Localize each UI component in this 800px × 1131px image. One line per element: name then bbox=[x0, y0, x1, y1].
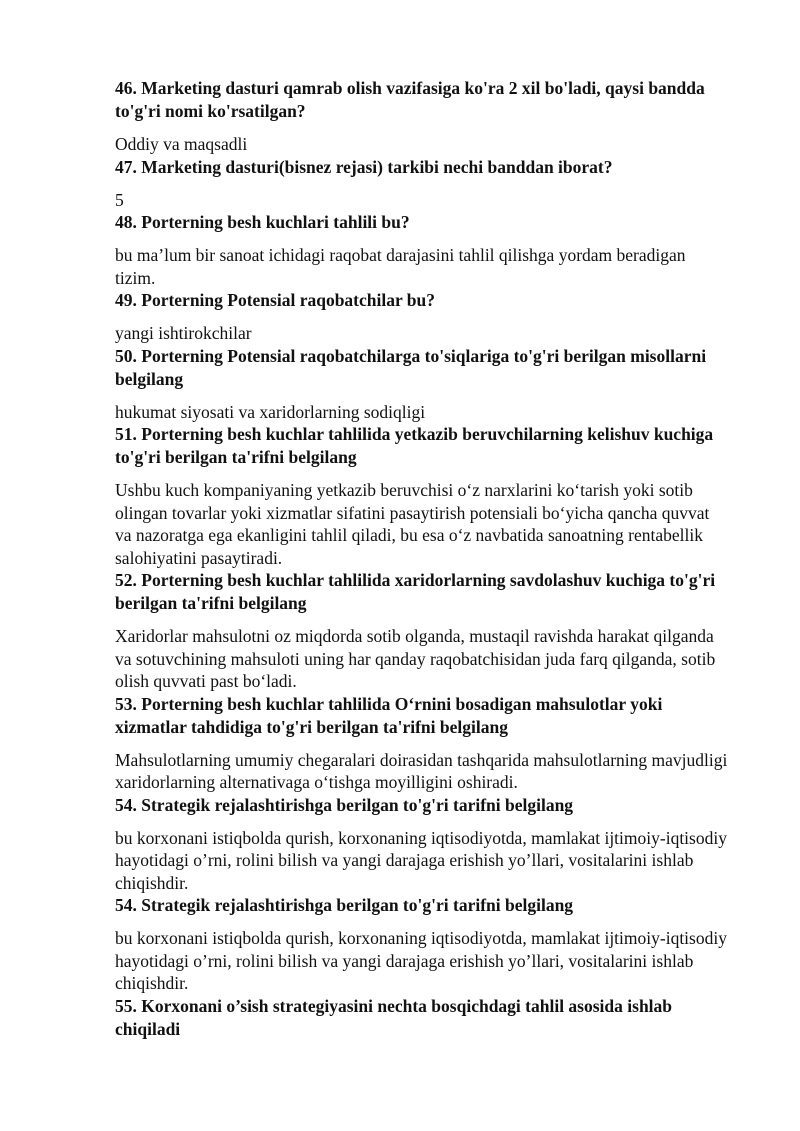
qa-item-49 bbox=[115, 289, 730, 345]
question-48: 48. Porterning besh kuchlari tahlili bu? bbox=[115, 212, 410, 232]
question-47: 47. Marketing dasturi(bisnez rejasi) tarkibi nechi banddan iborat? bbox=[115, 156, 613, 177]
qa-item-52 bbox=[115, 569, 730, 693]
qa-item-51 bbox=[115, 423, 730, 569]
answer-52: Xaridorlar mahsulotni oz miqdorda sotib olganda, mustaqil ravishda harakat qilganda va sotuvchining mahsuloti uning har qanday raqobatchisidan juda farq qilganda, sotib olish quvvati past bo‘ladi. bbox=[115, 626, 716, 691]
answer-47: 5 bbox=[115, 189, 124, 210]
question-50: 50. Porterning Potensial raqobatchilarga to'siqlariga to'g'ri berilgan misollarni belgilang bbox=[115, 345, 707, 389]
qa-item-48 bbox=[115, 211, 730, 289]
answer-46: Oddiy va maqsadli bbox=[115, 134, 248, 154]
answer-53: Mahsulotlarning umumiy chegaralari doirasidan tashqarida mahsulotlarning mavjudligi xaridorlarning alternativaga o‘tishga moyilligini oshiradi. bbox=[115, 749, 728, 792]
answer-54a: bu korxonani istiqbolda qurish, korxonaning iqtisodiyotda, mamlakat ijtimoiy-iqtisodiy hayotidagi o’rni, rolini bilish va yangi darajaga erishish yo’llari, vositalarini ishlab chiqishdir. bbox=[115, 827, 727, 893]
answer-50: hukumat siyosati va xaridorlarning sodiqligi bbox=[115, 401, 426, 422]
question-49: 49. Porterning Potensial raqobatchilar bu? bbox=[115, 290, 436, 310]
qa-item-47 bbox=[115, 156, 730, 212]
question-54a: 54. Strategik rejalashtirishga berilgan to'g'ri tarifni belgilang bbox=[115, 794, 574, 815]
question-55: 55. Korxonani o’sish strategiyasini nechta bosqichdagi tahlil asosida ishlab chiqiladi bbox=[115, 995, 673, 1039]
answer-51: Ushbu kuch kompaniyaning yetkazib beruvchisi o‘z narxlarini ko‘tarish yoki sotib olingan tovarlar yoki xizmatlar sifatini pasaytirish potensiali bo‘yicha qancha quvvat va nazoratga ega ekanligini tahlil qiladi, bu esa o‘z navbatida sanoatning rentabellik salohiyatini pasaytiradi. bbox=[115, 480, 710, 568]
question-51: 51. Porterning besh kuchlar tahlilida yetkazib beruvchilarning kelishuv kuchiga to'g'ri berilgan ta'rifni belgilang bbox=[115, 424, 714, 467]
question-54b: 54. Strategik rejalashtirishga berilgan to'g'ri tarifni belgilang bbox=[115, 895, 574, 915]
qa-item-55 bbox=[115, 995, 730, 1041]
qa-item-54a bbox=[115, 794, 730, 895]
qa-item-50 bbox=[115, 345, 730, 424]
question-52: 52. Porterning besh kuchlar tahlilida xaridorlarning savdolashuv kuchiga to'g'ri berilgan ta'rifni belgilang bbox=[115, 570, 716, 613]
question-46: 46. Marketing dasturi qamrab olish vazifasiga ko'ra 2 xil bo'ladi, qaysi bandda to'g'ri nomi ko'rsatilgan? bbox=[115, 78, 705, 121]
question-53: 53. Porterning besh kuchlar tahlilida O‘rnini bosadigan mahsulotlar yoki xizmatlar tahdidiga to'g'ri berilgan ta'rifni belgilang bbox=[115, 693, 663, 737]
document-page bbox=[115, 75, 730, 1041]
qa-item-53 bbox=[115, 693, 730, 794]
qa-item-46 bbox=[115, 75, 730, 156]
answer-54b: bu korxonani istiqbolda qurish, korxonaning iqtisodiyotda, mamlakat ijtimoiy-iqtisodiy hayotidagi o’rni, rolini bilish va yangi darajaga erishish yo’llari, vositalarini ishlab chiqishdir. bbox=[115, 928, 727, 993]
answer-49: yangi ishtirokchilar bbox=[115, 323, 252, 343]
answer-48: bu ma’lum bir sanoat ichidagi raqobat darajasini tahlil qilishga yordam beradigan tizim. bbox=[115, 245, 686, 288]
qa-item-54b bbox=[115, 894, 730, 995]
